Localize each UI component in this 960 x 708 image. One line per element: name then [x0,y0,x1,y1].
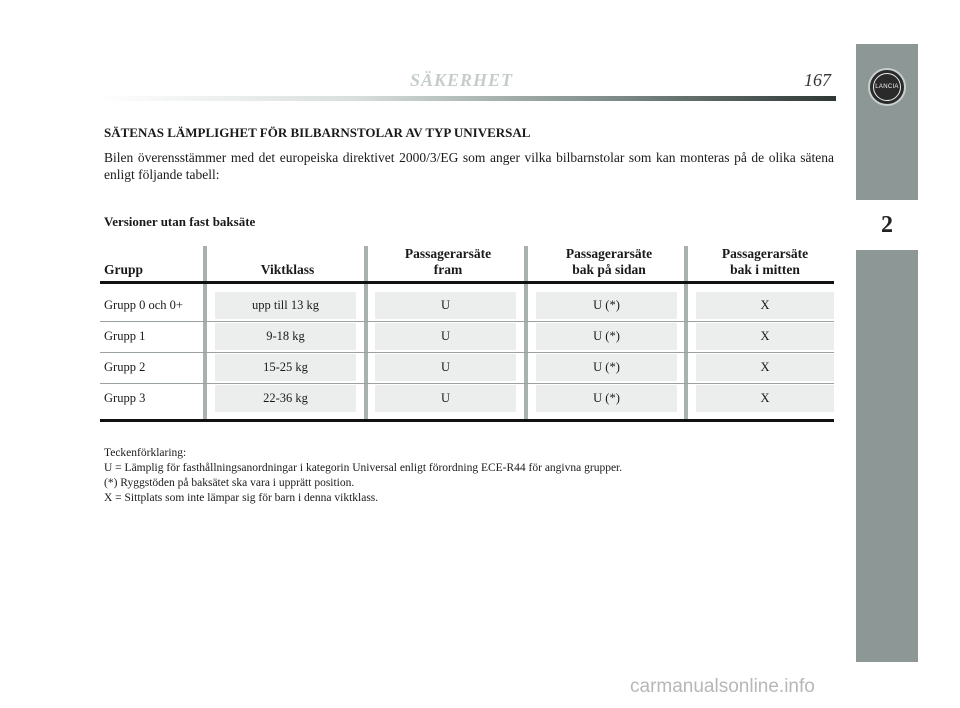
watermark: carmanualsonline.info [630,676,815,697]
table-cell-vikt: 22-36 kg [263,391,308,405]
logo-text: LANCIA [875,84,899,90]
page-header-title: SÄKERHET [410,70,514,90]
table-subheading: Versioner utan fast baksäte [104,214,256,229]
table-cell-sidan: U (*) [593,329,620,343]
legend-title: Teckenförklaring: [104,447,187,459]
section-heading: SÄTENAS LÄMPLIGHET FÖR BILBARNSTOLAR AV TYP UNIVERSAL [104,125,531,140]
legend-line-u: U = Lämplig för fasthållningsanordningar i kategorin Universal enligt förordning ECE-R44 för angivna grupper. [104,462,623,474]
table-cell-vikt: upp till 13 kg [251,298,320,312]
row-divider [100,383,834,384]
table-bottom-rule [100,419,834,422]
header-fram-line2: fram [433,262,463,277]
column-separator [524,246,528,420]
table-cell-mitten: X [760,329,770,343]
table-cell-mitten: X [760,298,770,312]
chapter-number: 2 [856,200,918,250]
table-cell-sidan: U (*) [593,391,620,405]
header-sidan-line1: Passagerarsäte [565,246,653,261]
row-divider [100,321,834,322]
table-cell-vikt: 15-25 kg [263,360,308,374]
header-fram-line1: Passagerarsäte [404,246,492,261]
column-separator [684,246,688,420]
table-cell-vikt: 9-18 kg [266,329,305,343]
intro-paragraph: Bilen överensstämmer med det europeiska direktivet 2000/3/EG som anger vilka bilbarnstolar som kan monteras på de olika sätena enligt följande tabell: [104,150,834,182]
page-number: 167 [804,70,831,90]
table-cell-grupp: Grupp 3 [104,391,146,405]
table-cell-sidan: U (*) [593,360,620,374]
header-grupp: Grupp [104,262,144,277]
header-mitten-line1: Passagerarsäte [721,246,809,261]
table-cell-fram: U [440,391,451,405]
child-seat-table [100,242,834,422]
table-cell-fram: U [440,329,451,343]
table-cell-sidan: U (*) [593,298,620,312]
table-cell-grupp: Grupp 1 [104,329,146,343]
table-cell-fram: U [440,298,451,312]
table-cell-fram: U [440,360,451,374]
row-divider [100,352,834,353]
column-separator [364,246,368,420]
chapter-side-tab [856,44,918,662]
legend [104,446,834,506]
header-viktklass: Viktklass [260,262,315,277]
table-cell-mitten: X [760,391,770,405]
header-mitten-line2: bak i mitten [730,262,800,277]
legend-line-x: X = Sittplats som inte lämpar sig för barn i denna viktklass. [104,492,379,504]
header-rule [96,96,836,101]
legend-line-star: (*) Ryggstöden på baksätet ska vara i upprätt position. [104,477,355,489]
header-sidan-line2: bak på sidan [572,262,646,277]
lancia-logo-icon [868,68,906,106]
table-cell-grupp: Grupp 0 och 0+ [104,298,183,312]
table-cell-grupp: Grupp 2 [104,360,146,374]
header-rule-thick [100,281,834,284]
table-cell-mitten: X [760,360,770,374]
